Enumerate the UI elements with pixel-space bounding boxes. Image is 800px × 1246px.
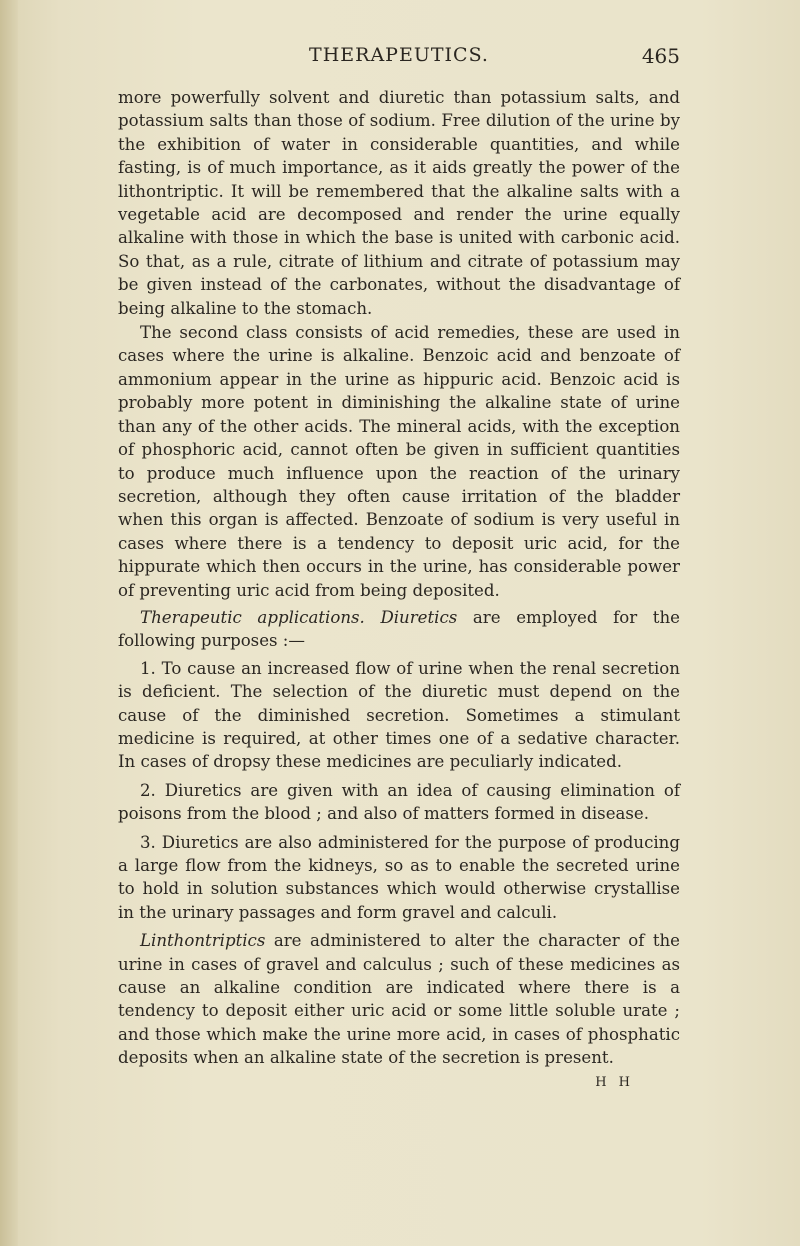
page-gutter [0, 0, 18, 1246]
paragraph-lithontriptics [118, 929, 680, 1069]
therapeutic-applications-heading: Therapeutic applications. Diuretics [140, 607, 458, 627]
paragraph-continued: more powerfully solvent and diuretic than potassium salts, and potassium salts than those of sodium. Free dilution of the urine by the exhibition of water in considerable quantities, and while fasting, is of much importance, as it aids greatly the power of the lithontriptic. It will be remembered that the alkaline salts with a vegetable acid are decomposed and render the urine equally alkaline with those in which the base is united with carbonic acid. So that, as a rule, citrate of lithium and citrate of potassium may be given instead of the carbonates, without the disadvantage of being alkaline to the stomach. [118, 88, 680, 318]
running-head [118, 44, 680, 72]
list-item-3: 3. Diuretics are also administered for the purpose of producing a large flow from the kidneys, so as to enable the secreted urine to hold in solution substances which would otherwise crystallise in the urinary passages and form gravel and calculi. [118, 832, 680, 922]
lithontriptics-heading: Linthontriptics [140, 931, 266, 951]
list-item-2: 2. Diuretics are given with an idea of causing elimination of poisons from the blood ; and also of matters formed in disease. [118, 780, 680, 824]
lithontriptics-text: are administered to alter the character of the urine in cases of gravel and calculus ; such of these medicines as cause an alkaline condition are indicated where there is a tendency to deposit either uric acid or some little soluble urate ; and those which make the urine more acid, in cases of phosphatic deposits when an alkaline state of the secretion is present. [118, 931, 680, 1068]
therapeutic-applications-text: are employed for the following purposes :— [118, 607, 680, 651]
body-text [118, 86, 680, 1094]
list-item-1: 1. To cause an increased flow of urine when the renal secretion is deficient. The selection of the diuretic must depend on the cause of the diminished secretion. Sometimes a stimulant medicine is required, at other times one of a sedative character. In cases of dropsy these medicines are peculiarly indicated. [118, 658, 680, 772]
signature-mark: H H [595, 1074, 634, 1090]
paragraph-therapeutic-applications [118, 606, 680, 653]
paragraph-acid-remedies: The second class consists of acid remedies, these are used in cases where the urine is alkaline. Benzoic acid and benzoate of ammonium appear in the urine as hippuric acid. Benzoic acid is probably more potent in diminishing the alkaline state of urine than any of the other acids. The mineral acids, with the exception of phosphoric acid, cannot often be given in sufficient quantities to produce much influence upon the reaction of the urinary secretion, although they often cause irritation of the bladder when this organ is affected. Benzoate of sodium is very useful in cases where there is a tendency to deposit uric acid, for the hippurate which then occurs in the urine, has considerable power of preventing uric acid from being deposited. [118, 323, 680, 600]
running-title: THERAPEUTICS. [309, 44, 489, 66]
page-number: 465 [641, 44, 680, 68]
